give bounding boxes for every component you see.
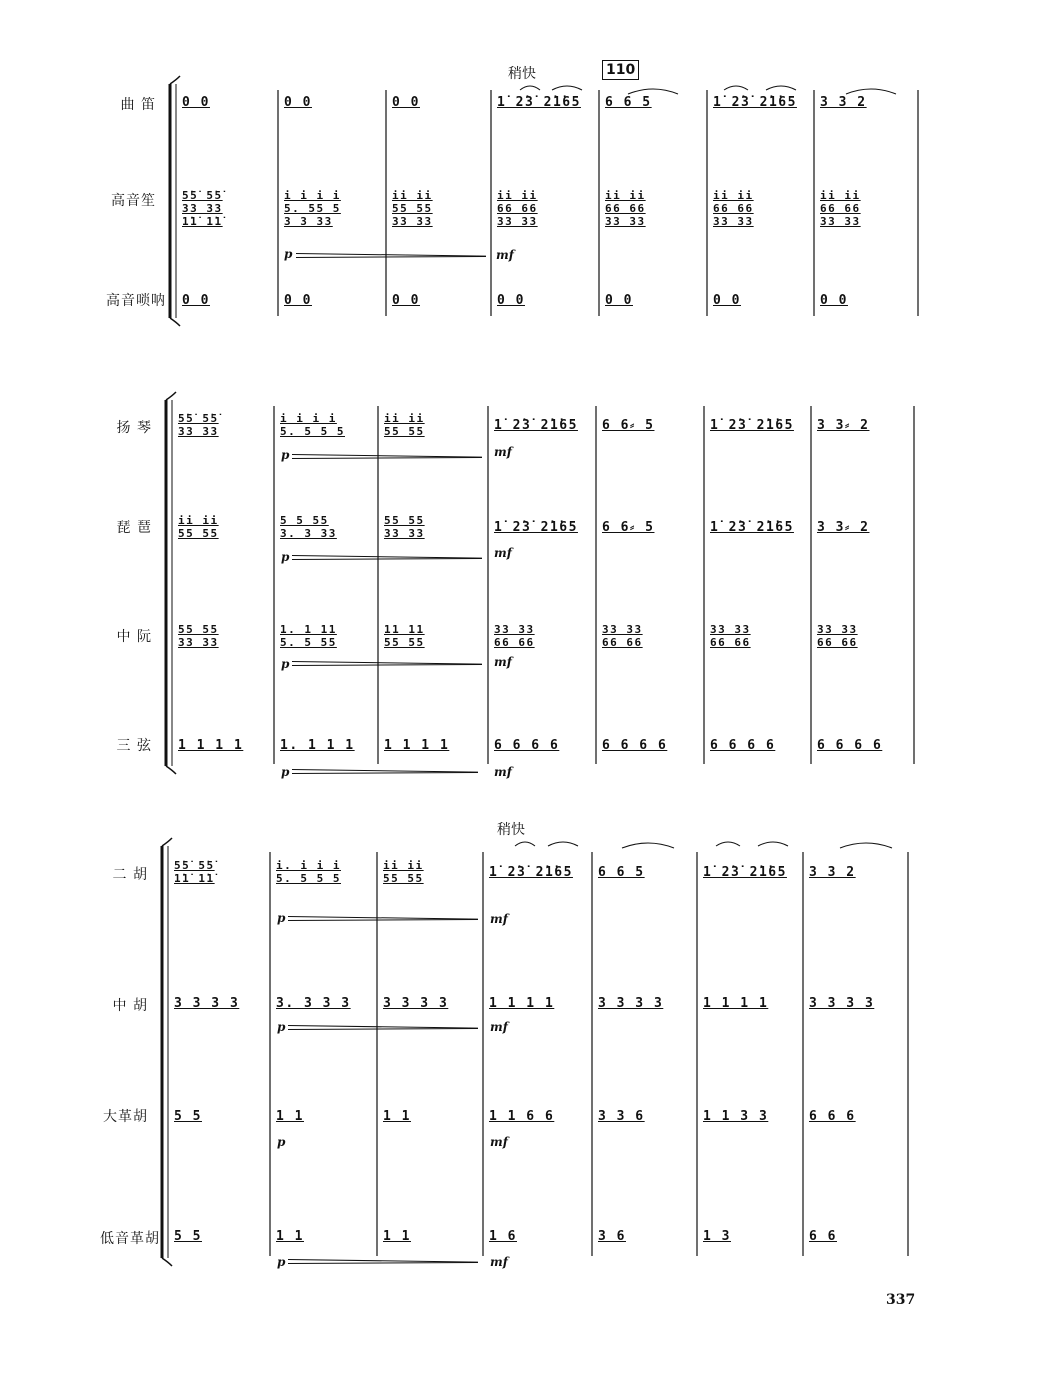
- crescendo-hairpin: [292, 454, 482, 464]
- measure: 5 5 55 3. 3 33: [280, 514, 337, 540]
- measure: 1. 1 11 5. 5 55: [280, 623, 337, 649]
- measure: 6 6 6 6: [710, 737, 776, 753]
- measure: 33 33 66 66: [602, 623, 643, 649]
- dynamic-mf: mf: [494, 655, 512, 669]
- dynamic-mf: mf: [496, 248, 514, 262]
- instrument-zhonghu: 中 胡: [112, 998, 148, 1014]
- dynamic-p: p: [281, 550, 290, 564]
- dynamic-p: p: [277, 1255, 286, 1269]
- dynamic-p: p: [277, 1135, 286, 1149]
- measure: ii ii 55 55 33 33: [392, 188, 433, 228]
- measure: 6 6 6: [809, 1108, 856, 1124]
- measure: 6 6: [809, 1228, 837, 1244]
- tempo-mark-top: 稍快: [508, 66, 536, 82]
- measure: 6 6 5: [598, 864, 645, 880]
- dynamic-p: p: [277, 1020, 286, 1034]
- measure: 11 11 55 55: [384, 623, 425, 649]
- measure: 0 0: [497, 292, 525, 308]
- instrument-sanxian: 三 弦: [116, 738, 152, 754]
- measure: 33 33 66 66: [494, 623, 535, 649]
- measure: 0 0: [605, 292, 633, 308]
- instrument-gaoyinsuona: 高音唢呐: [106, 293, 166, 309]
- instrument-zhongruan: 中 阮: [116, 629, 152, 645]
- measure: 1 1 6 6: [489, 1108, 555, 1124]
- measure: 1 1 1 1: [178, 737, 244, 753]
- measure: 6 6⸗ 5: [602, 520, 655, 535]
- instrument-dagehu: 大革胡: [103, 1109, 148, 1125]
- measure: 1 1 1 1: [384, 737, 450, 753]
- measure: 3 3 3 3: [809, 995, 875, 1011]
- measure: 3 3 2: [809, 864, 856, 880]
- measure: ii ii 55 55: [383, 859, 424, 885]
- tempo-mark-erhu: 稍快: [497, 822, 525, 838]
- measure: 0 0: [284, 94, 312, 110]
- measure: i i i i 5. 5 5 5: [280, 412, 345, 438]
- measure: 1 1: [383, 1228, 411, 1244]
- measure: 3 3 3 3: [383, 995, 449, 1011]
- dynamic-mf: mf: [490, 1020, 508, 1034]
- dynamic-p: p: [281, 448, 290, 462]
- measure: 3 6: [598, 1228, 626, 1244]
- measure: 1 3: [703, 1228, 731, 1244]
- measure: 3 3 6: [598, 1108, 645, 1124]
- measure: ii ii 55 55: [178, 514, 219, 540]
- measure: 1 6: [489, 1228, 517, 1244]
- crescendo-hairpin: [288, 1025, 478, 1035]
- measure: 0 0: [392, 292, 420, 308]
- measure: 1. 1 1 1: [280, 737, 355, 753]
- measure: 1̇ 2̇3̇ 2̇1̇65: [497, 94, 581, 110]
- measure: 1 1 3 3: [703, 1108, 769, 1124]
- measure: 5 5: [174, 1228, 202, 1244]
- measure: ii ii 55 55: [384, 412, 425, 438]
- measure: 5̇5̇ 5̇5̇ 33 33: [178, 412, 219, 438]
- measure: 1̇ 2̇3̇ 2̇1̇65: [713, 94, 797, 110]
- crescendo-hairpin: [296, 253, 486, 263]
- measure: ii ii 66 66 33 33: [605, 188, 646, 228]
- measure: 5̇5̇ 5̇5̇ 1̇1̇ 1̇1̇: [174, 859, 215, 885]
- measure: 1̇ 2̇3̇ 2̇1̇65: [710, 417, 794, 433]
- measure: 3 3 2: [820, 94, 867, 110]
- crescendo-hairpin: [292, 555, 482, 565]
- measure: 3. 3 3 3: [276, 995, 351, 1011]
- crescendo-hairpin: [288, 916, 478, 926]
- measure: 1̇ 2̇3̇ 2̇1̇65: [494, 519, 578, 535]
- measure: ii ii 66 66 33 33: [820, 188, 861, 228]
- instrument-erhu: 二 胡: [112, 867, 148, 883]
- crescendo-hairpin: [292, 769, 478, 779]
- dynamic-mf: mf: [490, 912, 508, 926]
- instrument-pipa: 琵 琶: [116, 520, 152, 536]
- dynamic-mf: mf: [494, 546, 512, 560]
- measure: 1̇ 2̇3̇ 2̇1̇65: [710, 519, 794, 535]
- dynamic-mf: mf: [490, 1255, 508, 1269]
- measure: 33 33 66 66: [710, 623, 751, 649]
- measure: i i i i 5. 55 5 3 3 33: [284, 188, 341, 228]
- measure: 1̇ 2̇3̇ 2̇1̇65: [494, 417, 578, 433]
- measure: 0 0: [284, 292, 312, 308]
- bracket-group-3: [162, 838, 172, 1266]
- crescendo-hairpin: [292, 661, 482, 671]
- measure: 5̇5̇ 5̇5̇ 33 33 1̇1̇ 1̇1̇: [182, 188, 223, 228]
- dynamic-p: p: [277, 911, 286, 925]
- measure: ii ii 66 66 33 33: [497, 188, 538, 228]
- measure: 3 3⸗ 2: [817, 418, 870, 433]
- measure: 0 0: [392, 94, 420, 110]
- instrument-qudi: 曲 笛: [120, 97, 156, 113]
- instrument-diyingehu: 低音革胡: [100, 1231, 160, 1247]
- measure: 5 5: [174, 1108, 202, 1124]
- instrument-gaoyinsheng: 高音笙: [111, 193, 156, 209]
- bracket-group-2: [166, 392, 176, 774]
- dynamic-mf: mf: [490, 1135, 508, 1149]
- measure: 1 1: [276, 1108, 304, 1124]
- crescendo-hairpin: [288, 1259, 478, 1269]
- measure: 0 0: [182, 94, 210, 110]
- measure: 1 1 1 1: [489, 995, 555, 1011]
- rehearsal-mark: 110: [602, 60, 639, 80]
- measure: i. i i i 5. 5 5 5: [276, 859, 341, 885]
- measure: 1̇ 2̇3̇ 2̇1̇65: [703, 864, 787, 880]
- dynamic-mf: mf: [494, 445, 512, 459]
- measure: 3 3 3 3: [598, 995, 664, 1011]
- measure: 6 6 6 6: [817, 737, 883, 753]
- measure: 3 3⸗ 2: [817, 520, 870, 535]
- dynamic-mf: mf: [494, 765, 512, 779]
- measure: 1̇ 2̇3̇ 2̇1̇65: [489, 864, 573, 880]
- measure: ii ii 66 66 33 33: [713, 188, 754, 228]
- measure: 0 0: [713, 292, 741, 308]
- measure: 6 6⸗ 5: [602, 418, 655, 433]
- measure: 1 1: [383, 1108, 411, 1124]
- measure: 1 1: [276, 1228, 304, 1244]
- dynamic-p: p: [281, 765, 290, 779]
- measure: 6 6 6 6: [494, 737, 560, 753]
- measure: 6 6 6 6: [602, 737, 668, 753]
- instrument-yangqin: 扬 琴: [116, 420, 152, 436]
- measure: 3 3 3 3: [174, 995, 240, 1011]
- measure: 0 0: [182, 292, 210, 308]
- measure: 33 33 66 66: [817, 623, 858, 649]
- measure: 55 55 33 33: [384, 514, 425, 540]
- dynamic-p: p: [284, 247, 293, 261]
- measure: 1 1 1 1: [703, 995, 769, 1011]
- dynamic-p: p: [281, 657, 290, 671]
- measure: 55 55 33 33: [178, 623, 219, 649]
- page-number: 337: [886, 1292, 916, 1308]
- measure: 0 0: [820, 292, 848, 308]
- measure: 6 6 5: [605, 94, 652, 110]
